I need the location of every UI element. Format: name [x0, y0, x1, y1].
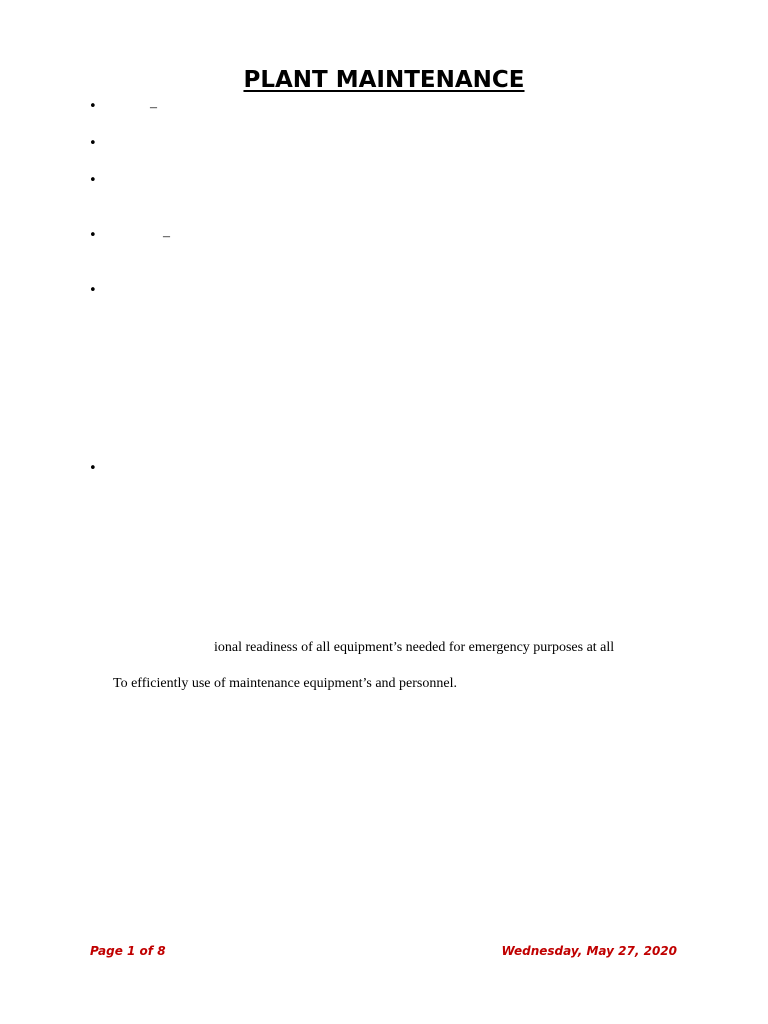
- list-bullet: •: [89, 283, 97, 298]
- list-dash: –: [150, 100, 157, 115]
- body-line: To efficiently use of maintenance equipment’s and personnel.: [113, 676, 457, 691]
- list-dash: –: [163, 229, 170, 244]
- list-bullet: •: [89, 136, 97, 151]
- list-bullet: •: [89, 228, 97, 243]
- list-bullet: •: [89, 99, 97, 114]
- body-line: ional readiness of all equipment’s needed for emergency purposes at all: [214, 640, 615, 655]
- list-bullet: •: [89, 173, 97, 188]
- page-title: [0, 64, 768, 96]
- footer-page-number: Page 1 of 8: [90, 944, 166, 958]
- list-bullet: •: [89, 461, 97, 476]
- footer-date: Wednesday, May 27, 2020: [501, 944, 677, 958]
- page-title-text: PLANT MAINTENANCE: [243, 67, 525, 93]
